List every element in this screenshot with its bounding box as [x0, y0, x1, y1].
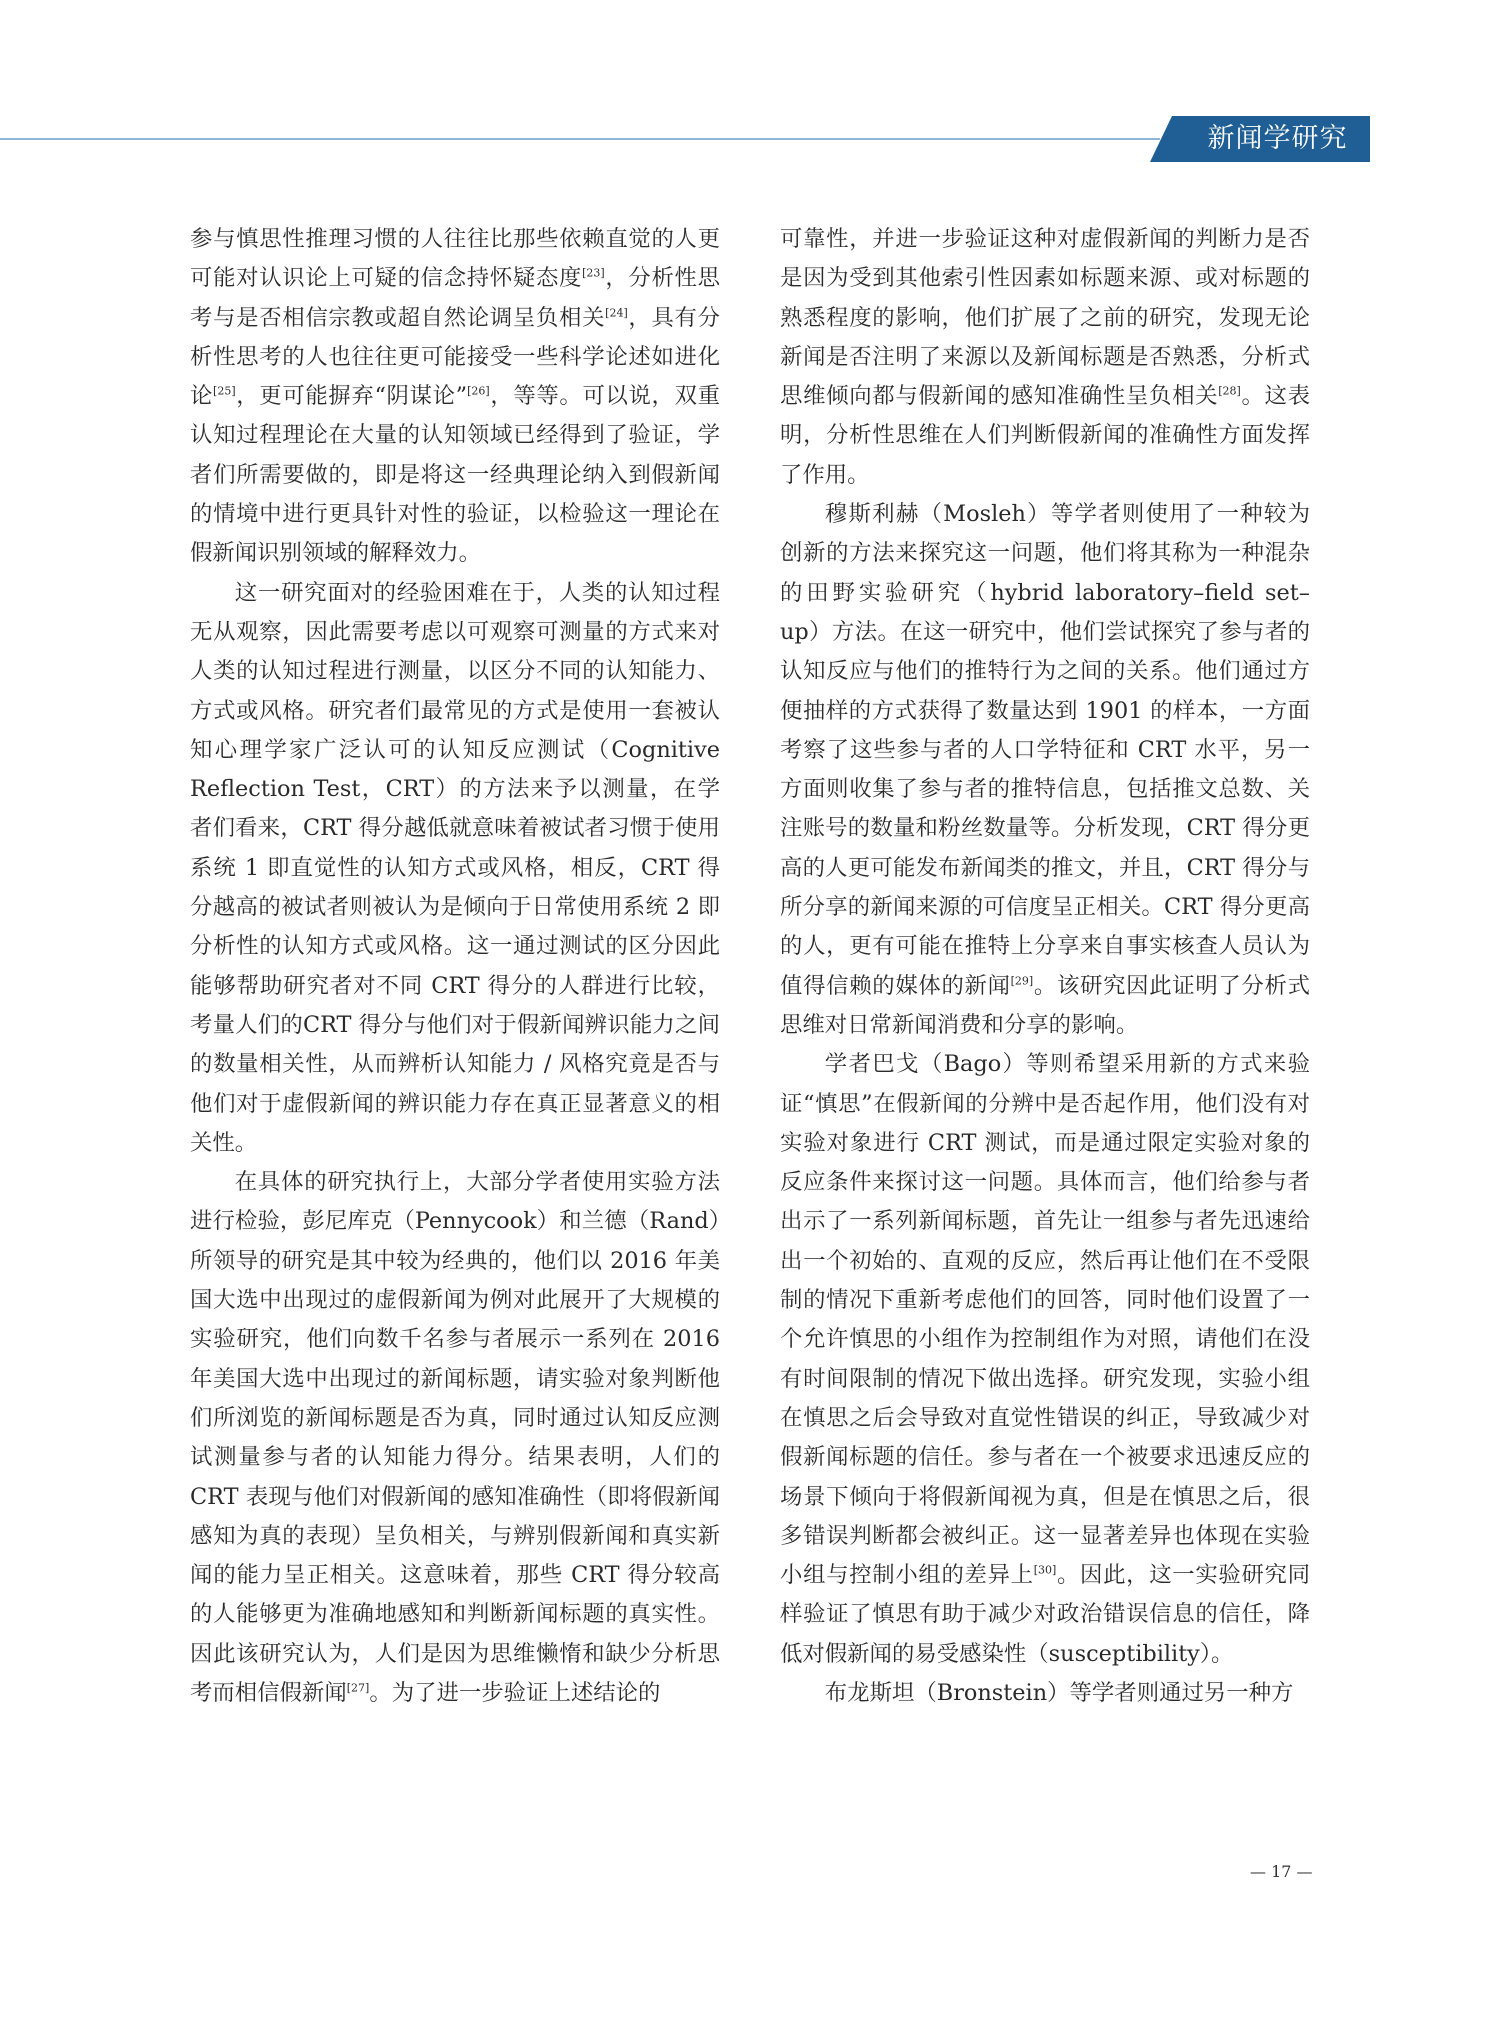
paragraph: 可靠性，并进一步验证这种对虚假新闻的判断力是否是因为受到其他索引性因素如标题来源、或对标题的熟悉程度的影响，他们扩展了之前的研究，发现无论新闻是否注明了来源以及新闻标题是否熟悉，分析式思维倾向都与假新闻的感知准确性呈负相关[28]。这表明，分析性思维在人们判断假新闻的准确性方面发挥了作用。 — [780, 226, 1311, 488]
paragraph: 参与慎思性推理习惯的人往往比那些依赖直觉的人更可能对认识论上可疑的信念持怀疑态度[23]，分析性思考与是否相信宗教或超自然论调呈负相关[24]，具有分析性思考的人也往往更可能接受一些科学论述如进化论[25]，更可能摒弃“阴谋论”[26]，等等。可以说，双重认知过程理论在大量的认知领域已经得到了验证，学者们所需要做的，即是将这一经典理论纳入到假新闻的情境中进行更具针对性的验证，以检验这一理论在假新闻识别领域的解释效力。 — [190, 226, 721, 567]
left-column — [190, 220, 720, 1713]
citation-ref: [27] — [346, 1681, 370, 1695]
paragraph: 穆斯利赫（Mosleh）等学者则使用了一种较为创新的方法来探究这一问题，他们将其称为一种混杂的田野实验研究（hybrid laboratory–field set–up）方法。在这一研究中，他们尝试探究了参与者的认知反应与他们的推特行为之间的关系。他们通过方便抽样的方式获得了数量达到 1901 的样本，一方面考察了这些参与者的人口学特征和 CRT 水平，另一方面则收集了参与者的推特信息，包括推文总数、关注账号的数量和粉丝数量等。分析发现，CRT 得分更高的人更可能发布新闻类的推文，并且，CRT 得分与所分享的新闻来源的可信度呈正相关。CRT 得分更高的人，更有可能在推特上分享来自事实核查人员认为值得信赖的媒体的新闻[29]。该研究因此证明了分析式思维对日常新闻消费和分享的影响。 — [780, 501, 1311, 1038]
citation-ref: [28] — [1218, 384, 1241, 398]
citation-ref: [24] — [605, 306, 628, 320]
paragraph: 布龙斯坦（Bronstein）等学者则通过另一种方 — [824, 1679, 1294, 1706]
citation-ref: [25] — [213, 384, 236, 398]
citation-ref: [26] — [467, 384, 490, 398]
paragraph: 这一研究面对的经验困难在于，人类的认知过程无从观察，因此需要考虑以可观察可测量的方式来对人类的认知过程进行测量，以区分不同的认知能力、方式或风格。研究者们最常见的方式是使用一套被认知心理学家广泛认可的认知反应测试（Cognitive Reflection Test，CRT）的方法来予以测量，在学者们看来，CRT 得分越低就意味着被试者习惯于使用系统 1 即直觉性的认知方式或风格，相反，CRT 得分越高的被试者则被认为是倾向于日常使用系统 2 即分析性的认知方式或风格。这一通过测试的区分因此能够帮助研究者对不同 CRT 得分的人群进行比较，考量人们的CRT 得分与他们对于假新闻辨识能力之间的数量相关性，从而辨析认知能力 / 风格究竟是否与他们对于虚假新闻的辨识能力存在真正显著意义的相关性。 — [190, 579, 720, 1156]
citation-ref: [29] — [1010, 974, 1034, 988]
citation-ref: [23] — [582, 266, 605, 280]
paragraph: 学者巴戈（Bago）等则希望采用新的方式来验证“慎思”在假新闻的分辨中是否起作用，他们没有对实验对象进行 CRT 测试，而是通过限定实验对象的反应条件来探讨这一问题。具体而言，他们给参与者出示了一系列新闻标题，首先让一组参与者先迅速给出一个初始的、直观的反应，然后再让他们在不受限制的情况下重新考虑他们的回答，同时他们设置了一个允许慎思的小组作为控制组作为对照，请他们在没有时间限制的情况下做出选择。研究发现，实验小组在慎思之后会导致对直觉性错误的纠正，导致减少对假新闻标题的信任。参与者在一个被要求迅速反应的场景下倾向于将假新闻视为真，但是在慎思之后，很多错误判断都会被纠正。这一显著差异也体现在实验小组与控制小组的差异上[30]。因此，这一实验研究同样验证了慎思有助于减少对政治错误信息的信任，降低对假新闻的易受感染性（susceptibility）。 — [780, 1051, 1310, 1667]
page-number: — 17 — — [1250, 1862, 1313, 1881]
right-column — [780, 220, 1310, 1713]
citation-ref: [30] — [1033, 1563, 1057, 1577]
section-title: 新闻学研究 — [1207, 123, 1348, 154]
paragraph: 在具体的研究执行上，大部分学者使用实验方法进行检验，彭尼库克（Pennycook）和兰德（Rand）所领导的研究是其中较为经典的，他们以 2016 年美国大选中出现过的虚假新闻为例对此展开了大规模的实验研究，他们向数千名参与者展示一系列在 2016 年美国大选中出现过的新闻标题，请实验对象判断他们所浏览的新闻标题是否为真，同时通过认知反应测试测量参与者的认知能力得分。结果表明，人们的 CRT 表现与他们对假新闻的感知准确性（即将假新闻感知为真的表现）呈负相关，与辨别假新闻和真实新闻的能力呈正相关。这意味着，那些 CRT 得分较高的人能够更为准确地感知和判断新闻标题的真实性。因此该研究认为，人们是因为思维懒惰和缺少分析思考而相信假新闻[27]。为了进一步验证上述结论的 — [190, 1169, 720, 1706]
header-rule — [0, 138, 1160, 140]
